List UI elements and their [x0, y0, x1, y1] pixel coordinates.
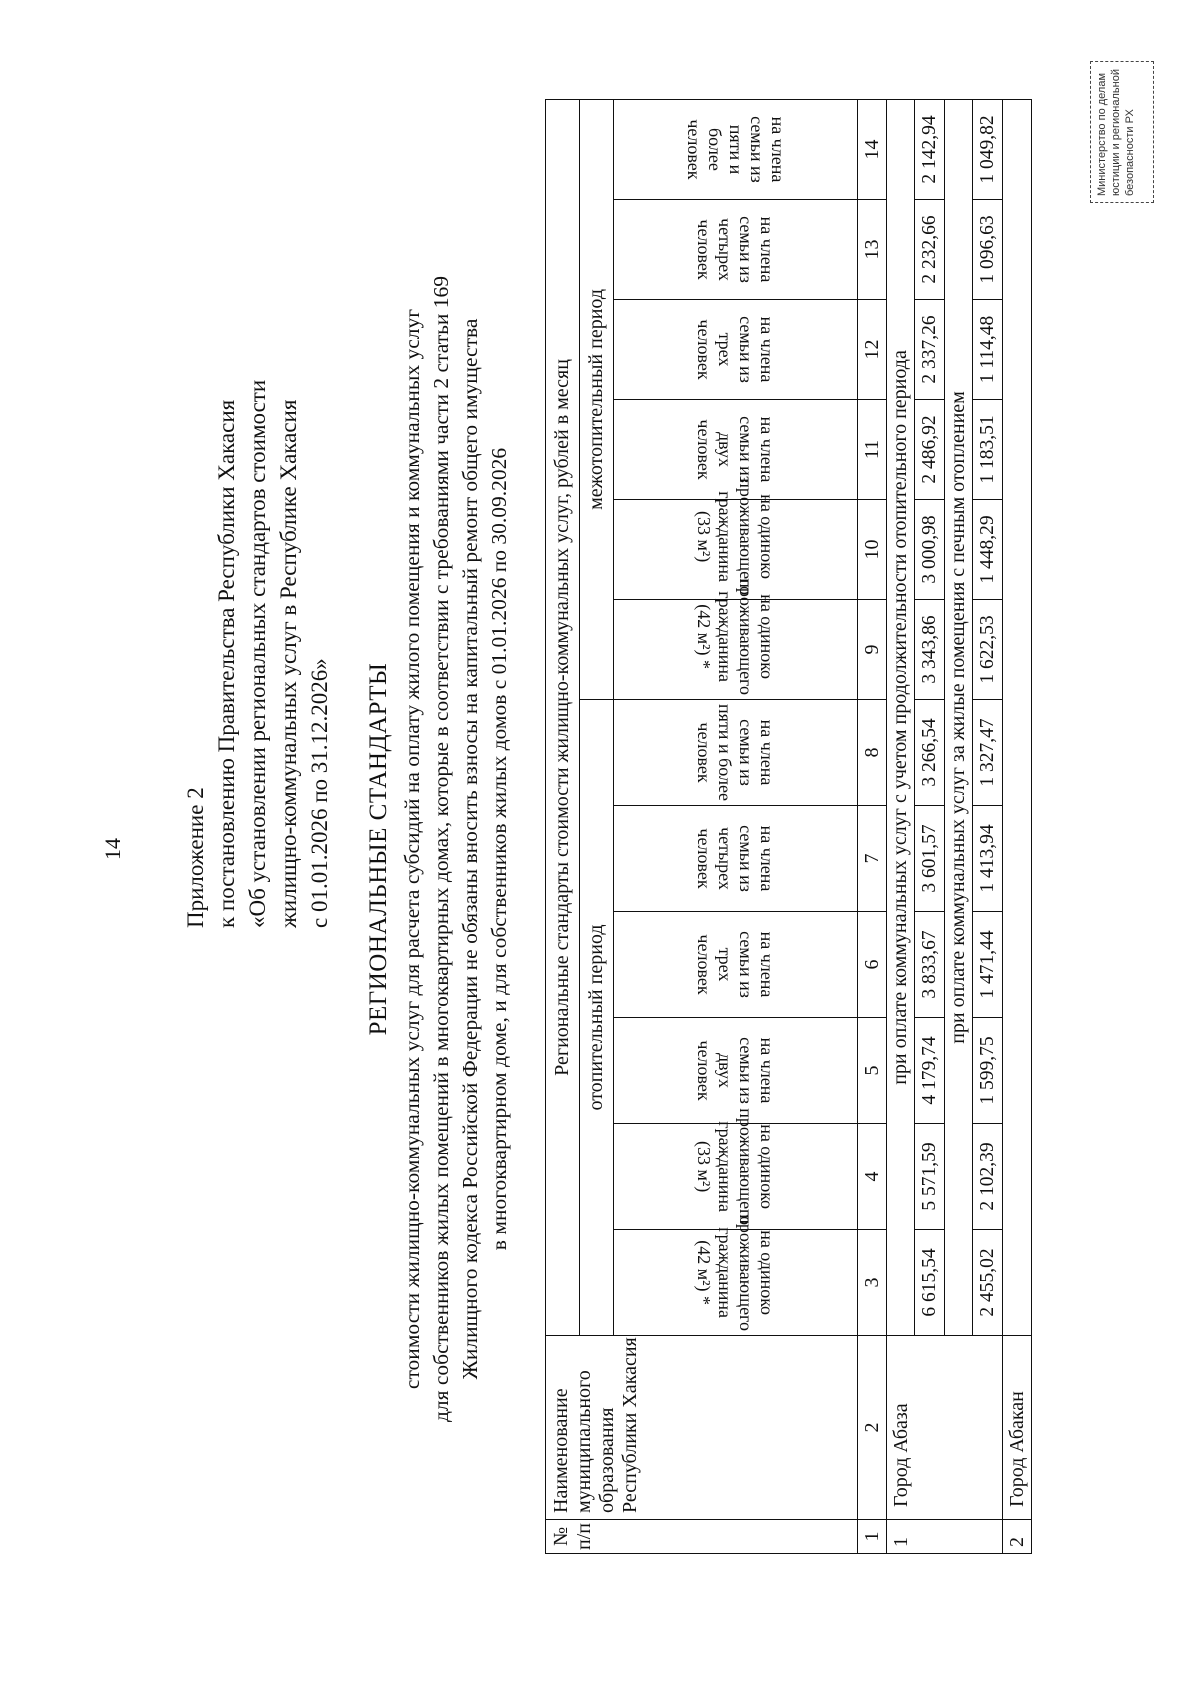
section-label: при оплате коммунальных услуг за жилые помещения с печным отоплением [945, 99, 973, 1335]
empty-cell [1003, 99, 1032, 1335]
value-cell: 2 337,26 [915, 300, 945, 400]
column-number: 12 [858, 300, 887, 400]
column-number: 13 [858, 200, 887, 300]
table-row [945, 99, 973, 1553]
annex-line: Приложение 2 [183, 787, 208, 928]
value-cell: 2 102,39 [973, 1124, 1003, 1230]
value-cell: 2 455,02 [973, 1230, 1003, 1336]
column-header: на члена семьи из двух человек [614, 1018, 858, 1124]
header-standards: Региональные стандарты стоимости жилищно-коммунальных услуг, рублей в месяц [546, 99, 580, 1335]
column-header: на члена семьи из четырех человек [614, 806, 858, 912]
column-number: 2 [858, 1336, 887, 1520]
column-header: на одиноко проживающего гражданина (33 м²) [614, 1124, 858, 1230]
subtitle-line: стоимости жилищно-коммунальных услуг для расчета субсидий на оплату жилого помещения и коммунальных услуг [400, 308, 424, 1390]
column-number: 7 [858, 806, 887, 912]
subtitle-line: в многоквартирном доме, и для собственников жилых домов с 01.01.2026 по 30.09.2026 [487, 447, 511, 1251]
column-number: 9 [858, 600, 887, 700]
municipality-name: Город Абаза [887, 1336, 1003, 1520]
column-header: на члена семьи из четырех человек [614, 200, 858, 300]
table-row [973, 99, 1003, 1553]
value-cell: 3 266,54 [915, 700, 945, 806]
column-number: 10 [858, 500, 887, 600]
value-cell: 1 114,48 [973, 300, 1003, 400]
section-label: при оплате коммунальных услуг с учетом продолжительности отопительного периода [887, 99, 915, 1335]
document-subtitle [398, 0, 514, 1698]
column-header: на одиноко проживающего гражданина (42 м²) * [614, 1230, 858, 1336]
value-cell: 6 615,54 [915, 1230, 945, 1336]
column-number: 11 [858, 400, 887, 500]
header-num: № п/п [546, 1520, 858, 1554]
subtitle-line: для собственников жилых помещений в многоквартирных домах, которые в соответствии с требованиями части 2 статьи 169 [429, 275, 453, 1423]
value-cell: 3 000,98 [915, 500, 945, 600]
header-heating-period: отопительный период [580, 700, 614, 1336]
watermark-stamp: Министерство по делам юстиции и региональной безопасности РХ [1090, 61, 1154, 203]
annex-line: к постановлению Правительства Республики Хакасия [214, 399, 239, 928]
value-cell: 1 327,47 [973, 700, 1003, 806]
row-number: 1 [887, 1520, 1003, 1554]
column-header: на одиноко проживающего гражданина (33 м²) [614, 500, 858, 600]
value-cell: 1 471,44 [973, 912, 1003, 1018]
value-cell: 4 179,74 [915, 1018, 945, 1124]
column-header: на члена семьи из трех человек [614, 300, 858, 400]
column-header: на члена семьи из трех человек [614, 912, 858, 1018]
value-cell: 3 833,67 [915, 912, 945, 1018]
column-header: на одиноко проживающего гражданина (42 м²) * [614, 600, 858, 700]
header-municipality: Наименование муниципального образования Республики Хакасия [546, 1336, 858, 1520]
column-header: на члена семьи из пяти и более человек [614, 99, 858, 199]
table-row [1003, 99, 1032, 1553]
municipality-name: Город Абакан [1003, 1336, 1032, 1520]
value-cell: 2 232,66 [915, 200, 945, 300]
annex-line: с 01.01.2026 по 31.12.2026» [307, 658, 332, 928]
value-cell: 2 142,94 [915, 99, 945, 199]
value-cell: 3 343,86 [915, 600, 945, 700]
column-number: 5 [858, 1018, 887, 1124]
column-header: на члена семьи из пяти и более человек [614, 700, 858, 806]
value-cell: 1 599,75 [973, 1018, 1003, 1124]
page-number: 14 [100, 838, 125, 860]
row-number: 2 [1003, 1520, 1032, 1554]
header-interheating-period: межотопительный период [580, 99, 614, 699]
value-cell: 1 049,82 [973, 99, 1003, 199]
column-number: 8 [858, 700, 887, 806]
document-title: РЕГИОНАЛЬНЫЕ СТАНДАРТЫ [365, 662, 392, 1036]
value-cell: 1 448,29 [973, 500, 1003, 600]
table-row [915, 99, 945, 1553]
column-number-row [858, 99, 887, 1553]
value-cell: 2 486,92 [915, 400, 945, 500]
value-cell: 1 413,94 [973, 806, 1003, 912]
standards-table [545, 99, 1032, 1554]
annex-line: «Об установлении региональных стандартов стоимости [245, 379, 270, 928]
value-cell: 1 096,63 [973, 200, 1003, 300]
column-number: 6 [858, 912, 887, 1018]
column-header: на члена семьи из двух человек [614, 400, 858, 500]
column-number: 4 [858, 1124, 887, 1230]
value-cell: 5 571,59 [915, 1124, 945, 1230]
value-cell: 1 622,53 [973, 600, 1003, 700]
subtitle-line: Жилищного кодекса Российской Федерации не обязаны вносить взносы на капитальный ремонт общего имущества [458, 318, 482, 1380]
annex-line: жилищно-коммунальных услуг в Республике Хакасия [276, 399, 301, 928]
column-number: 14 [858, 99, 887, 199]
value-cell: 1 183,51 [973, 400, 1003, 500]
annex-block [180, 168, 335, 928]
value-cell: 3 601,57 [915, 806, 945, 912]
column-number: 1 [858, 1520, 887, 1554]
column-number: 3 [858, 1230, 887, 1336]
table-row [887, 99, 915, 1553]
